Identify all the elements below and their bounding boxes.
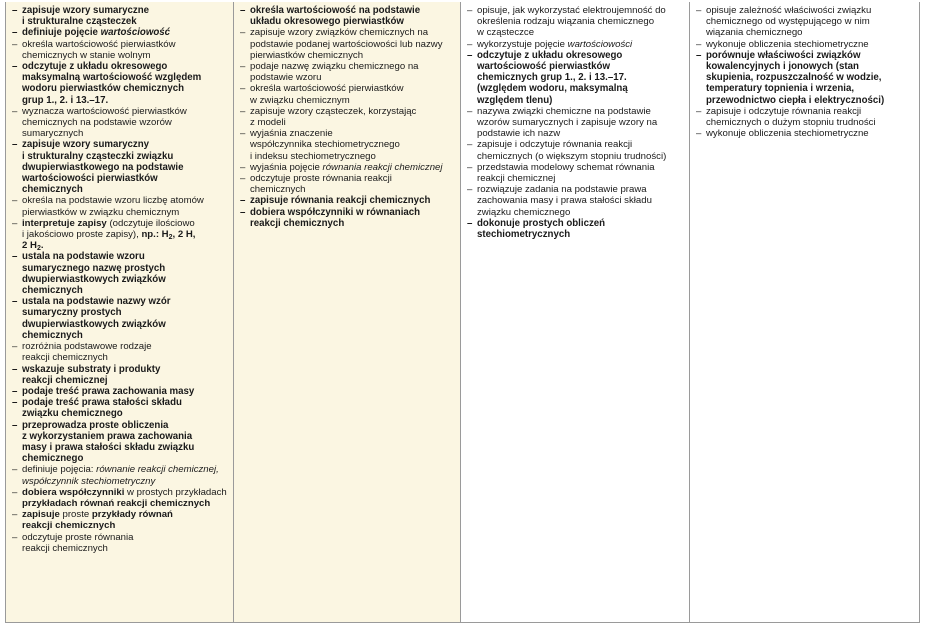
list-item: – dobiera współczynniki w równaniach reakcji chemicznych xyxy=(240,207,454,229)
list-item: – rozwiązuje zadania na podstawie prawa zachowania masy i prawa stałości składu związku chemicznego xyxy=(467,184,683,218)
list-item: – odczytuje z układu okresowego wartościowość pierwiastków chemicznych grup 1., 2. i 13.–17. (względem wodoru, maksymalną względem tlenu) xyxy=(467,50,683,106)
list-item: – wyjaśnia pojęcie równania reakcji chemicznej xyxy=(240,162,454,173)
list-item: – określa wartościowość na podstawie układu okresowego pierwiastków xyxy=(240,5,454,27)
list-item: – podaje treść prawa stałości składu związku chemicznego xyxy=(12,397,227,419)
requirements-list xyxy=(234,2,460,229)
list-item: – zapisuje i odczytuje równania reakcji chemicznych (o większym stopniu trudności) xyxy=(467,139,683,161)
list-item: – nazywa związki chemiczne na podstawie wzorów sumarycznych i zapisuje wzory na podstawie ich nazw xyxy=(467,106,683,140)
list-item: – zapisuje równania reakcji chemicznych xyxy=(240,195,454,206)
list-item: – wskazuje substraty i produkty reakcji chemicznej xyxy=(12,364,227,386)
list-item: – zapisuje wzory sumaryczny i strukturalny cząsteczki związku dwupierwiastkowego na podstawie wartościowości pierwiastków chemicznych xyxy=(12,139,227,195)
table-border xyxy=(5,622,920,623)
list-item: – opisuje, jak wykorzystać elektroujemność do określenia rodzaju wiązania chemicznego w cząsteczce xyxy=(467,5,683,39)
list-item: – opisuje zależność właściwości związku chemicznego od występującego w nim wiązania chemicznego xyxy=(696,5,913,39)
list-item: – dokonuje prostych obliczeń stechiometrycznych xyxy=(467,218,683,240)
list-item: – wyjaśnia znaczenie współczynnika stechiometrycznego i indeksu stechiometrycznego xyxy=(240,128,454,162)
list-item: – zapisuje i odczytuje równania reakcji chemicznych o dużym stopniu trudności xyxy=(696,106,913,128)
list-item: – podaje nazwę związku chemicznego na podstawie wzoru xyxy=(240,61,454,83)
column-basic-requirements xyxy=(5,2,234,623)
list-item: – porównuje właściwości związków kowalencyjnych i jonowych (stan skupienia, rozpuszczalność w wodzie, temperatury topnienia i wrzenia, przewodnictwo ciepła i elektryczności) xyxy=(696,50,913,106)
column-advanced-requirements xyxy=(461,2,690,623)
requirements-list xyxy=(6,2,233,554)
list-item: – wykonuje obliczenia stechiometryczne xyxy=(696,128,913,139)
list-item: – odczytuje z układu okresowego maksymalną wartościowość względem wodoru pierwiastków chemicznych grup 1., 2. i 13.–17. xyxy=(12,61,227,106)
list-item: – zapisuje wzory cząsteczek, korzystając z modeli xyxy=(240,106,454,128)
list-item: – wyznacza wartościowość pierwiastków chemicznych na podstawie wzorów sumarycznych xyxy=(12,106,227,140)
list-item: – wykonuje obliczenia stechiometryczne xyxy=(696,39,913,50)
list-item: – odczytuje proste równania reakcji chemicznych xyxy=(240,173,454,195)
requirements-list xyxy=(690,2,919,139)
list-item: – definiuje pojęcie wartościowość xyxy=(12,27,227,38)
list-item: – przedstawia modelowy schemat równania reakcji chemicznej xyxy=(467,162,683,184)
list-item: – zapisuje wzory sumaryczne i strukturalne cząsteczek xyxy=(12,5,227,27)
list-item: – określa wartościowość pierwiastków w związku chemicznym xyxy=(240,83,454,105)
list-item: – przeprowadza proste obliczenia z wykorzystaniem prawa zachowania masy i prawa stałości składu związku chemicznego xyxy=(12,420,227,465)
requirements-list xyxy=(461,2,689,240)
list-item: – podaje treść prawa zachowania masy xyxy=(12,386,227,397)
list-item: – ustala na podstawie wzoru sumarycznego nazwę prostych dwupierwiastkowych związków chemicznych xyxy=(12,251,227,296)
list-item: – interpretuje zapisy (odczytuje ilościowo i jakościowo proste zapisy), np.: $H_2$, 2 H, 2 $H_2$. xyxy=(12,218,227,252)
list-item: – ustala na podstawie nazwy wzór sumaryczny prostych dwupierwiastkowych związków chemicznych xyxy=(12,296,227,341)
list-item: – zapisuje proste przykłady równań reakcji chemicznych xyxy=(12,509,227,531)
column-extended-requirements xyxy=(234,2,461,623)
list-item: – dobiera współczynniki w prostych przykładach przykładach równań reakcji chemicznych xyxy=(12,487,227,509)
list-item: – rozróżnia podstawowe rodzaje reakcji chemicznych xyxy=(12,341,227,363)
list-item: – określa na podstawie wzoru liczbę atomów pierwiastków w związku chemicznym xyxy=(12,195,227,217)
list-item: – odczytuje proste równania reakcji chemicznych xyxy=(12,532,227,554)
list-item: – określa wartościowość pierwiastków chemicznych w stanie wolnym xyxy=(12,39,227,61)
list-item: – definiuje pojęcia: równanie reakcji chemicznej, współczynnik stechiometryczny xyxy=(12,464,227,486)
column-highest-requirements xyxy=(690,2,920,623)
list-item: – wykorzystuje pojęcie wartościowości xyxy=(467,39,683,50)
list-item: – zapisuje wzory związków chemicznych na podstawie podanej wartościowości lub nazwy pierwiastków chemicznych xyxy=(240,27,454,61)
